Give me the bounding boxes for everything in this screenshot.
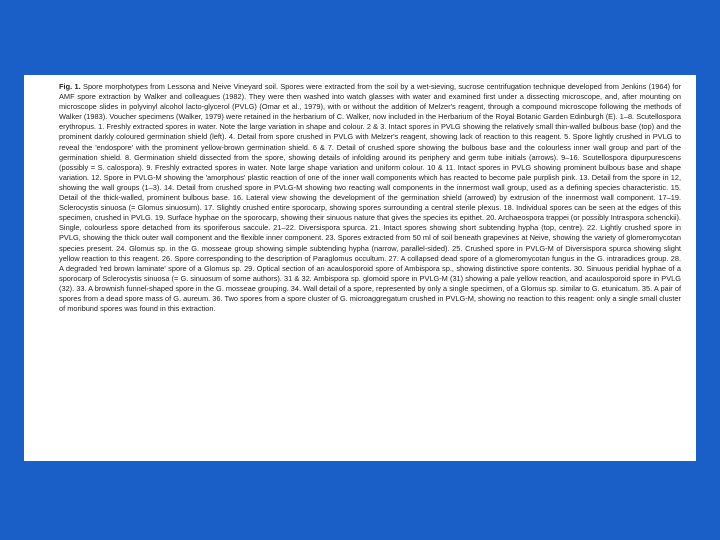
caption-label: Fig. 1.	[59, 82, 81, 91]
caption-text: Spore morphotypes from Lessona and Neive Vineyard soil. Spores were extracted from the soil by a wet-sieving, sucrose centrifugation technique developed from Jenkins (1964) for AMF spore extraction by Walker and colleagues (1982). They were then washed into watch glasses with water and examined first under a dissecting microscope, and, after mounting on microscope slides in polyvinyl alcohol lacto-glycerol (PVLG) (Omar et al., 1979), with or without the addition of Melzer's reagent, through a compound microscope following the methods of Walker (1983). Voucher specimens (Walker, 1979) were retained in the herbarium of C. Walker, now included in the Herbarium of the Royal Botanic Garden Edinburgh (E). 1–8. Scutellospora erythropus. 1. Freshly extracted spores in water. Note the large variation in shape and colour. 2 & 3. Intact spores in PVLG showing the relatively small thin-walled bulbous base (top) and the prominent darkly coloured germination shield (left). 4. Detail from spore crushed in PVLG with Melzer's reagent, showing lack of reaction to this reagent. 5. Spore lightly crushed in PVLG to reveal the 'endospore' with the prominent yellow-brown germination shield. 6 & 7. Detail of crushed spore showing the bulbous base and the colourless inner wall group and part of the germination shield. 8. Germination shield dissected from the spore, showing details of infolding around its periphery and germ tube initials (arrows). 9–16. Scutellospora dipurpurescens (possibly = S. calospora). 9. Freshly extracted spores in water. Note large shape variation and uniform colour. 10 & 11. Intact spores in PVLG showing prominent bulbous base and shape variation. 12. Spore in PVLG-M showing the 'amorphous' plastic reaction of one of the inner wall components which has reacted to become pale purplish pink. 13. Detail from the spore in 12, showing the wall groups (1–3). 14. Detail from crushed spore in PVLG-M showing two reacting wall components in the innermost wall group, used as a defining species characteristic. 15. Detail of the thick-walled, prominent bulbous base. 16. Lateral view showing the development of the germination shield (arrowed) by extrusion of the innermost wall component. 17–19. Sclerocystis sinuosa (= Glomus sinuosum). 17. Slightly crushed entire sporocarp, showing spores surrounding a central sterile plexus. 18. Individual spores can be seen at the edges of this specimen, crushed in PVLG. 19. Surface hyphae on the sporocarp, showing their sinuous nature that gives the species its epithet. 20. Archaeospora trappei (or possibly Intraspora schenckii). Single, colourless spore detached from its sporiferous saccule. 21–22. Diversispora spurca. 21. Intact spores showing short subtending hypha (top, centre). 22. Lightly crushed spore in PVLG, showing the thick outer wall component and the flexible inner component. 23. Spores extracted from 50 ml of soil beneath grapevines at Neive, showing the variety of glomeromycotan species present. 24. Glomus sp. in the G. mosseae group showing simple subtending hypha (narrow, parallel-sided). 25. Crushed spore in PVLG-M of Diversispora spurca showing slight yellow reaction to this reagent. 26. Spore corresponding to the description of Paraglomus occultum. 27. A collapsed dead spore of a glomeromycotan fungus in the G. intraradices group. 28. A degraded 'red brown laminate' spore of a Glomus sp. 29. Optical section of an acaulosporoid spore of Ambispora sp., showing distinctive spore contents. 30. Sinuous peridial hyphae of a sporocarp of Sclerocystis sinuosa (= G. sinuosum of some authors). 31 & 32. Ambispora sp. glomoid spore in PVLG-M (31) showing a pale yellow reaction, and acaulosporoid spore in PVLG (32). 33. A brownish funnel-shaped spore in the G. mosseae grouping. 34. Wall detail of a spore, represented by only a single specimen, of a Glomus sp. similar to G. etunicatum. 35. A pair of spores from a dead spore mass of G. aureum. 36. Two spores from a spore cluster of G. microaggregatum crushed in PVLG-M, showing no reaction to this reagent: only a single small cluster of moribund spores was found in this extraction.	[59, 82, 682, 314]
figure-caption	[59, 82, 681, 454]
